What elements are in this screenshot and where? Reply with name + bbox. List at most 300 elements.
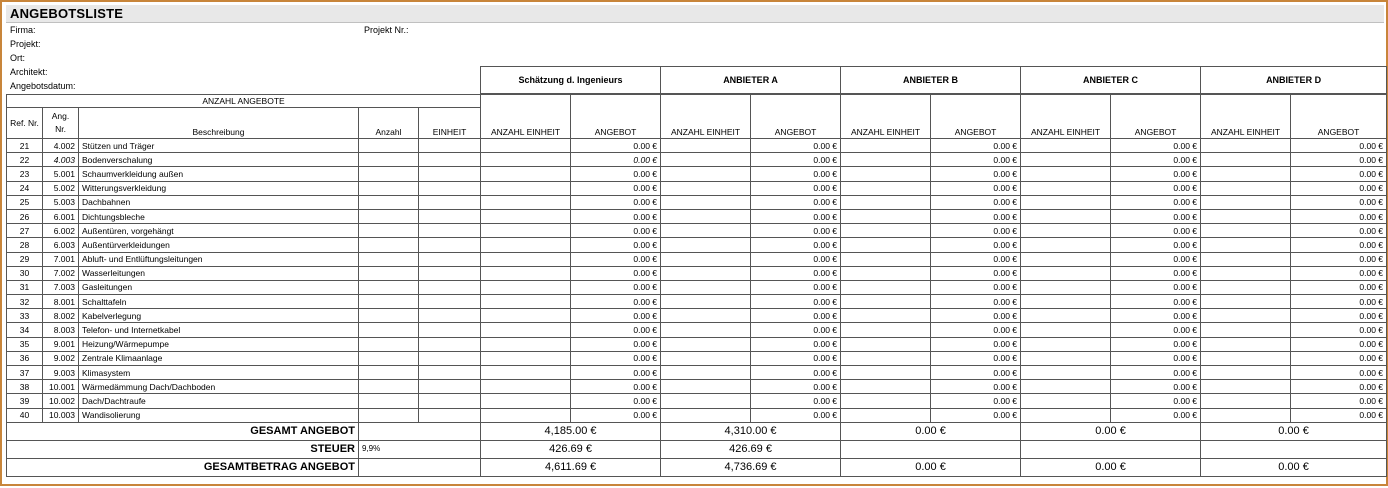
angebot-cell: 0.00 € — [1111, 337, 1201, 351]
einheit-cell[interactable] — [419, 394, 481, 408]
anzahl-einheit-cell[interactable] — [1021, 266, 1111, 280]
description-cell: Dichtungsbleche — [79, 209, 359, 223]
angebot-cell: 0.00 € — [1291, 280, 1387, 294]
table-row — [7, 280, 1387, 294]
anzahl-einheit-cell[interactable] — [661, 266, 751, 280]
anzahl-einheit-cell[interactable] — [841, 394, 931, 408]
ref-cell: 31 — [7, 280, 43, 294]
einheit-cell[interactable] — [419, 280, 481, 294]
anzahl-einheit-cell[interactable] — [1201, 252, 1291, 266]
angebot-cell: 0.00 € — [571, 167, 661, 181]
einheit-cell[interactable] — [419, 238, 481, 252]
anzahl-einheit-cell[interactable] — [1201, 224, 1291, 238]
angebot-cell: 0.00 € — [931, 167, 1021, 181]
ref-cell: 27 — [7, 224, 43, 238]
anzahl-einheit-cell[interactable] — [841, 181, 931, 195]
anzahl-einheit-cell[interactable] — [1201, 139, 1291, 153]
anzahl-einheit-cell[interactable] — [481, 167, 571, 181]
col-anzahl-einheit-0: ANZAHL EINHEIT — [481, 95, 571, 139]
angebot-cell: 0.00 € — [751, 224, 841, 238]
angebot-cell: 0.00 € — [1111, 408, 1201, 422]
angebot-cell: 0.00 € — [1111, 394, 1201, 408]
anzahl-einheit-cell[interactable] — [1201, 280, 1291, 294]
anzahl-einheit-cell[interactable] — [1021, 380, 1111, 394]
angebot-cell: 0.00 € — [931, 224, 1021, 238]
anzahl-einheit-cell[interactable] — [1201, 337, 1291, 351]
angebot-cell: 0.00 € — [1111, 351, 1201, 365]
ang-cell: 9.001 — [43, 337, 79, 351]
angebot-cell: 0.00 € — [1111, 266, 1201, 280]
einheit-cell[interactable] — [419, 323, 481, 337]
anzahl-einheit-cell[interactable] — [841, 366, 931, 380]
ang-cell: 4.002 — [43, 139, 79, 153]
anzahl-cell[interactable] — [359, 181, 419, 195]
angebot-cell: 0.00 € — [931, 238, 1021, 252]
col-anzahl-einheit-a: ANZAHL EINHEIT — [661, 95, 751, 139]
anzahl-cell[interactable] — [359, 351, 419, 365]
angebot-cell: 0.00 € — [571, 181, 661, 195]
angebot-cell: 0.00 € — [1291, 337, 1387, 351]
angebotsdatum-label: Angebotsdatum: — [10, 81, 76, 91]
einheit-cell[interactable] — [419, 195, 481, 209]
angebot-cell: 0.00 € — [751, 408, 841, 422]
angebot-cell: 0.00 € — [751, 280, 841, 294]
table-row — [7, 366, 1387, 380]
ref-cell: 40 — [7, 408, 43, 422]
angebot-cell: 0.00 € — [931, 266, 1021, 280]
ort-label: Ort: — [10, 53, 25, 63]
vendor-header-a: ANBIETER A — [661, 67, 841, 94]
anzahl-einheit-cell[interactable] — [481, 295, 571, 309]
anzahl-einheit-cell[interactable] — [661, 337, 751, 351]
angebot-cell: 0.00 € — [1291, 408, 1387, 422]
anzahl-einheit-cell[interactable] — [1021, 167, 1111, 181]
angebot-cell: 0.00 € — [751, 295, 841, 309]
angebot-cell: 0.00 € — [751, 266, 841, 280]
anzahl-einheit-cell[interactable] — [841, 266, 931, 280]
anzahl-einheit-cell[interactable] — [841, 380, 931, 394]
angebot-cell: 0.00 € — [1291, 351, 1387, 365]
angebot-cell: 0.00 € — [751, 195, 841, 209]
description-cell: Wasserleitungen — [79, 266, 359, 280]
anzahl-einheit-cell[interactable] — [1201, 380, 1291, 394]
angebot-cell: 0.00 € — [751, 337, 841, 351]
angebot-cell: 0.00 € — [751, 209, 841, 223]
anzahl-cell[interactable] — [359, 323, 419, 337]
anzahl-einheit-cell[interactable] — [481, 139, 571, 153]
anzahl-cell[interactable] — [359, 167, 419, 181]
anzahl-einheit-cell[interactable] — [841, 309, 931, 323]
ang-cell: 5.003 — [43, 195, 79, 209]
angebot-cell: 0.00 € — [571, 266, 661, 280]
anzahl-einheit-cell[interactable] — [1021, 181, 1111, 195]
angebot-cell: 0.00 € — [1291, 238, 1387, 252]
table-row — [7, 295, 1387, 309]
description-cell: Zentrale Klimaanlage — [79, 351, 359, 365]
anzahl-angebote-header: ANZAHL ANGEBOTE — [7, 95, 481, 108]
angebot-cell: 0.00 € — [931, 209, 1021, 223]
anzahl-einheit-cell[interactable] — [661, 252, 751, 266]
angebot-cell: 0.00 € — [751, 153, 841, 167]
angebot-cell: 0.00 € — [571, 323, 661, 337]
angebot-cell: 0.00 € — [571, 394, 661, 408]
angebot-cell: 0.00 € — [931, 139, 1021, 153]
anzahl-einheit-cell[interactable] — [481, 351, 571, 365]
offer-grid — [6, 2, 1384, 488]
anzahl-cell[interactable] — [359, 153, 419, 167]
angebot-cell: 0.00 € — [1291, 309, 1387, 323]
anzahl-cell[interactable] — [359, 224, 419, 238]
anzahl-einheit-cell[interactable] — [1201, 323, 1291, 337]
anzahl-einheit-cell[interactable] — [481, 224, 571, 238]
anzahl-einheit-cell[interactable] — [661, 224, 751, 238]
angebot-cell: 0.00 € — [931, 408, 1021, 422]
einheit-cell[interactable] — [419, 139, 481, 153]
angebot-cell: 0.00 € — [751, 238, 841, 252]
col-anzahl-einheit-d: ANZAHL EINHEIT — [1201, 95, 1291, 139]
einheit-cell[interactable] — [419, 351, 481, 365]
anzahl-einheit-cell[interactable] — [661, 209, 751, 223]
anzahl-einheit-cell[interactable] — [481, 195, 571, 209]
anzahl-cell[interactable] — [359, 139, 419, 153]
angebot-cell: 0.00 € — [1291, 181, 1387, 195]
col-anzahl: Anzahl — [359, 108, 419, 139]
einheit-cell[interactable] — [419, 224, 481, 238]
description-cell: Klimasystem — [79, 366, 359, 380]
angebot-cell: 0.00 € — [1111, 224, 1201, 238]
einheit-cell[interactable] — [419, 167, 481, 181]
anzahl-einheit-cell[interactable] — [1021, 252, 1111, 266]
angebot-cell: 0.00 € — [571, 252, 661, 266]
einheit-cell[interactable] — [419, 252, 481, 266]
gesamt-b: 0.00 € — [841, 422, 1021, 440]
angebot-cell: 0.00 € — [931, 309, 1021, 323]
anzahl-cell[interactable] — [359, 209, 419, 223]
angebot-cell: 0.00 € — [751, 351, 841, 365]
table-row — [7, 181, 1387, 195]
anzahl-einheit-cell[interactable] — [661, 366, 751, 380]
angebot-cell: 0.00 € — [1291, 209, 1387, 223]
description-cell: Witterungsverkleidung — [79, 181, 359, 195]
anzahl-einheit-cell[interactable] — [661, 238, 751, 252]
anzahl-einheit-cell[interactable] — [1201, 238, 1291, 252]
anzahl-einheit-cell[interactable] — [1201, 366, 1291, 380]
anzahl-einheit-cell[interactable] — [841, 209, 931, 223]
angebot-cell: 0.00 € — [931, 252, 1021, 266]
anzahl-einheit-cell[interactable] — [661, 380, 751, 394]
anzahl-einheit-cell[interactable] — [1021, 366, 1111, 380]
anzahl-einheit-cell[interactable] — [481, 153, 571, 167]
ang-cell: 5.002 — [43, 181, 79, 195]
col-angebot-c: ANGEBOT — [1111, 95, 1201, 139]
angebot-cell: 0.00 € — [1291, 252, 1387, 266]
anzahl-einheit-cell[interactable] — [1021, 224, 1111, 238]
anzahl-einheit-cell[interactable] — [841, 224, 931, 238]
anzahl-einheit-cell[interactable] — [481, 181, 571, 195]
description-cell: Außentüren, vorgehängt — [79, 224, 359, 238]
angebot-cell: 0.00 € — [1111, 280, 1201, 294]
table-row — [7, 139, 1387, 153]
anzahl-cell[interactable] — [359, 309, 419, 323]
angebot-cell: 0.00 € — [751, 394, 841, 408]
anzahl-einheit-cell[interactable] — [1021, 323, 1111, 337]
anzahl-einheit-cell[interactable] — [841, 337, 931, 351]
table-row — [7, 394, 1387, 408]
description-cell: Dach/Dachtraufe — [79, 394, 359, 408]
ref-cell: 29 — [7, 252, 43, 266]
gesamtbetrag-c: 0.00 € — [1021, 458, 1201, 476]
einheit-cell[interactable] — [419, 309, 481, 323]
anzahl-cell[interactable] — [359, 366, 419, 380]
anzahl-einheit-cell[interactable] — [661, 195, 751, 209]
anzahl-einheit-cell[interactable] — [1021, 394, 1111, 408]
col-anzahl-einheit-b: ANZAHL EINHEIT — [841, 95, 931, 139]
anzahl-einheit-cell[interactable] — [1201, 309, 1291, 323]
angebot-cell: 0.00 € — [1291, 394, 1387, 408]
angebot-cell: 0.00 € — [751, 323, 841, 337]
ang-cell: 10.002 — [43, 394, 79, 408]
anzahl-einheit-cell[interactable] — [1201, 266, 1291, 280]
steuer-label: STEUER — [7, 440, 359, 458]
anzahl-cell[interactable] — [359, 280, 419, 294]
anzahl-einheit-cell[interactable] — [1201, 195, 1291, 209]
angebot-cell: 0.00 € — [931, 280, 1021, 294]
anzahl-einheit-cell[interactable] — [481, 209, 571, 223]
ref-cell: 35 — [7, 337, 43, 351]
anzahl-einheit-cell[interactable] — [481, 309, 571, 323]
anzahl-einheit-cell[interactable] — [1021, 238, 1111, 252]
table-row — [7, 252, 1387, 266]
gesamtbetrag-engineer: 4,611.69 € — [481, 458, 661, 476]
anzahl-einheit-cell[interactable] — [841, 139, 931, 153]
vendor-header-c: ANBIETER C — [1021, 67, 1201, 94]
anzahl-einheit-cell[interactable] — [661, 139, 751, 153]
anzahl-einheit-cell[interactable] — [1021, 408, 1111, 422]
ang-cell: 10.001 — [43, 380, 79, 394]
anzahl-einheit-cell[interactable] — [1201, 209, 1291, 223]
anzahl-einheit-cell[interactable] — [1021, 351, 1111, 365]
anzahl-einheit-cell[interactable] — [661, 323, 751, 337]
einheit-cell[interactable] — [419, 366, 481, 380]
table-row — [7, 209, 1387, 223]
ref-cell: 37 — [7, 366, 43, 380]
ref-cell: 21 — [7, 139, 43, 153]
anzahl-einheit-cell[interactable] — [661, 167, 751, 181]
col-angebot-b: ANGEBOT — [931, 95, 1021, 139]
anzahl-einheit-cell[interactable] — [1021, 337, 1111, 351]
table-row — [7, 309, 1387, 323]
anzahl-einheit-cell[interactable] — [481, 266, 571, 280]
einheit-cell[interactable] — [419, 337, 481, 351]
gesamt-d: 0.00 € — [1201, 422, 1387, 440]
anzahl-einheit-cell[interactable] — [481, 323, 571, 337]
gesamt-a: 4,310.00 € — [661, 422, 841, 440]
ang-cell: 5.001 — [43, 167, 79, 181]
description-cell: Schaumverkleidung außen — [79, 167, 359, 181]
ang-cell: 10.003 — [43, 408, 79, 422]
einheit-cell[interactable] — [419, 295, 481, 309]
col-ref-nr: Ref. Nr. — [7, 108, 43, 139]
ref-cell: 34 — [7, 323, 43, 337]
anzahl-einheit-cell[interactable] — [1021, 153, 1111, 167]
angebot-cell: 0.00 € — [931, 380, 1021, 394]
anzahl-einheit-cell[interactable] — [841, 408, 931, 422]
einheit-cell[interactable] — [419, 181, 481, 195]
anzahl-cell[interactable] — [359, 380, 419, 394]
angebot-cell: 0.00 € — [1111, 323, 1201, 337]
item-table — [6, 94, 1387, 477]
angebot-cell: 0.00 € — [1111, 209, 1201, 223]
ang-cell: 6.001 — [43, 209, 79, 223]
anzahl-einheit-cell[interactable] — [841, 351, 931, 365]
ang-cell: 6.002 — [43, 224, 79, 238]
anzahl-einheit-cell[interactable] — [841, 153, 931, 167]
anzahl-einheit-cell[interactable] — [1201, 394, 1291, 408]
anzahl-einheit-cell[interactable] — [661, 153, 751, 167]
anzahl-einheit-cell[interactable] — [481, 408, 571, 422]
anzahl-einheit-cell[interactable] — [481, 252, 571, 266]
description-cell: Dachbahnen — [79, 195, 359, 209]
angebot-cell: 0.00 € — [571, 337, 661, 351]
anzahl-einheit-cell[interactable] — [661, 351, 751, 365]
steuer-rate: 9,9% — [359, 440, 481, 458]
einheit-cell[interactable] — [419, 209, 481, 223]
ang-cell: 7.002 — [43, 266, 79, 280]
gesamtbetrag-spacer — [359, 458, 481, 476]
angebot-cell: 0.00 € — [1291, 323, 1387, 337]
angebot-cell: 0.00 € — [1291, 295, 1387, 309]
einheit-cell[interactable] — [419, 266, 481, 280]
einheit-cell[interactable] — [419, 408, 481, 422]
page-title: ANGEBOTSLISTE — [10, 6, 124, 21]
anzahl-einheit-cell[interactable] — [661, 408, 751, 422]
col-ang-nr: Ang. Nr. — [43, 108, 79, 139]
angebot-cell: 0.00 € — [931, 323, 1021, 337]
ang-cell: 9.003 — [43, 366, 79, 380]
description-cell: Außentürverkleidungen — [79, 238, 359, 252]
angebot-cell: 0.00 € — [1291, 195, 1387, 209]
ref-cell: 28 — [7, 238, 43, 252]
anzahl-einheit-cell[interactable] — [661, 181, 751, 195]
anzahl-cell[interactable] — [359, 295, 419, 309]
angebot-cell: 0.00 € — [1111, 252, 1201, 266]
anzahl-einheit-cell[interactable] — [1201, 295, 1291, 309]
description-cell: Wärmedämmung Dach/Dachboden — [79, 380, 359, 394]
gesamtbetrag-d: 0.00 € — [1201, 458, 1387, 476]
anzahl-einheit-cell[interactable] — [661, 309, 751, 323]
col-anzahl-einheit-c: ANZAHL EINHEIT — [1021, 95, 1111, 139]
description-cell: Bodenverschalung — [79, 153, 359, 167]
angebot-cell: 0.00 € — [751, 366, 841, 380]
anzahl-einheit-cell[interactable] — [1201, 153, 1291, 167]
angebot-cell: 0.00 € — [931, 337, 1021, 351]
anzahl-cell[interactable] — [359, 394, 419, 408]
steuer-c — [1021, 440, 1201, 458]
description-cell: Wandisolierung — [79, 408, 359, 422]
anzahl-einheit-cell[interactable] — [1201, 181, 1291, 195]
vendor-header-b: ANBIETER B — [841, 67, 1021, 94]
angebot-cell: 0.00 € — [931, 153, 1021, 167]
ang-cell: 8.001 — [43, 295, 79, 309]
anzahl-einheit-cell[interactable] — [481, 380, 571, 394]
table-row — [7, 337, 1387, 351]
angebot-cell: 0.00 € — [1111, 195, 1201, 209]
ref-cell: 32 — [7, 295, 43, 309]
angebot-cell: 0.00 € — [751, 139, 841, 153]
anzahl-einheit-cell[interactable] — [481, 238, 571, 252]
anzahl-einheit-cell[interactable] — [841, 252, 931, 266]
anzahl-einheit-cell[interactable] — [841, 238, 931, 252]
anzahl-einheit-cell[interactable] — [1201, 351, 1291, 365]
gesamt-spacer — [359, 422, 481, 440]
description-cell: Gasleitungen — [79, 280, 359, 294]
anzahl-cell[interactable] — [359, 408, 419, 422]
einheit-cell[interactable] — [419, 153, 481, 167]
ang-cell: 6.003 — [43, 238, 79, 252]
gesamt-c: 0.00 € — [1021, 422, 1201, 440]
anzahl-einheit-cell[interactable] — [661, 394, 751, 408]
anzahl-einheit-cell[interactable] — [1021, 309, 1111, 323]
ang-cell: 4.003 — [43, 153, 79, 167]
angebot-cell: 0.00 € — [931, 195, 1021, 209]
projekt-nr-label: Projekt Nr.: — [364, 25, 409, 35]
angebot-cell: 0.00 € — [751, 181, 841, 195]
gesamt-engineer: 4,185.00 € — [481, 422, 661, 440]
anzahl-cell[interactable] — [359, 266, 419, 280]
angebot-cell: 0.00 € — [931, 181, 1021, 195]
anzahl-cell[interactable] — [359, 252, 419, 266]
anzahl-einheit-cell[interactable] — [1201, 408, 1291, 422]
anzahl-einheit-cell[interactable] — [1021, 139, 1111, 153]
anzahl-cell[interactable] — [359, 195, 419, 209]
anzahl-einheit-cell[interactable] — [481, 366, 571, 380]
gesamt-angebot-label: GESAMT ANGEBOT — [7, 422, 359, 440]
table-row — [7, 195, 1387, 209]
steuer-a: 426.69 € — [661, 440, 841, 458]
anzahl-einheit-cell[interactable] — [481, 394, 571, 408]
anzahl-cell[interactable] — [359, 238, 419, 252]
anzahl-einheit-cell[interactable] — [1021, 195, 1111, 209]
anzahl-einheit-cell[interactable] — [481, 337, 571, 351]
anzahl-cell[interactable] — [359, 337, 419, 351]
angebot-cell: 0.00 € — [1111, 238, 1201, 252]
anzahl-einheit-cell[interactable] — [841, 195, 931, 209]
col-einheit: EINHEIT — [419, 108, 481, 139]
anzahl-einheit-cell[interactable] — [661, 295, 751, 309]
angebot-cell: 0.00 € — [931, 351, 1021, 365]
angebot-cell: 0.00 € — [931, 366, 1021, 380]
angebot-cell: 0.00 € — [571, 309, 661, 323]
angebot-cell: 0.00 € — [1291, 153, 1387, 167]
angebot-cell: 0.00 € — [571, 380, 661, 394]
einheit-cell[interactable] — [419, 380, 481, 394]
angebot-cell: 0.00 € — [1111, 380, 1201, 394]
anzahl-einheit-cell[interactable] — [1201, 167, 1291, 181]
anzahl-einheit-cell[interactable] — [841, 167, 931, 181]
projekt-label: Projekt: — [10, 39, 41, 49]
anzahl-einheit-cell[interactable] — [1021, 295, 1111, 309]
anzahl-einheit-cell[interactable] — [1021, 280, 1111, 294]
gesamtbetrag-b: 0.00 € — [841, 458, 1021, 476]
angebot-cell: 0.00 € — [931, 295, 1021, 309]
anzahl-einheit-cell[interactable] — [841, 323, 931, 337]
table-row — [7, 224, 1387, 238]
anzahl-einheit-cell[interactable] — [661, 280, 751, 294]
anzahl-einheit-cell[interactable] — [841, 280, 931, 294]
anzahl-einheit-cell[interactable] — [1021, 209, 1111, 223]
anzahl-einheit-cell[interactable] — [481, 280, 571, 294]
anzahl-einheit-cell[interactable] — [841, 295, 931, 309]
